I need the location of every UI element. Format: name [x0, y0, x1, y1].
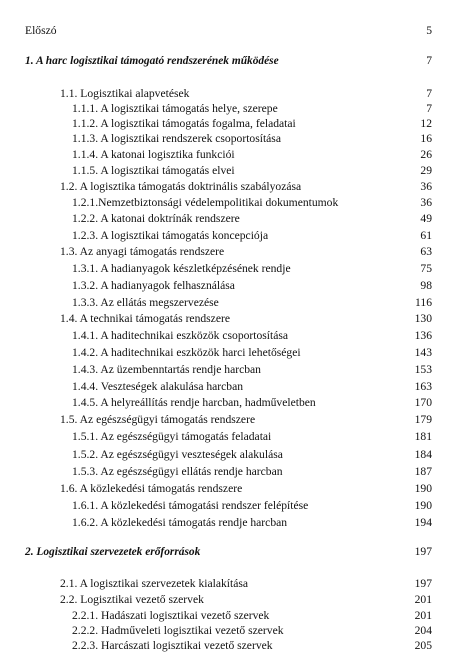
toc-entry-subsection	[0, 380, 471, 394]
toc-entry-title: 1.5.1. Az egészségügyi támogatás feladatai	[72, 430, 272, 443]
toc-entry-title: 1.2. A logisztika támogatás doktrinális szabályozása	[60, 180, 302, 193]
toc-entry-title: 1.4.1. A haditechnikai eszközök csoportosítása	[72, 329, 289, 342]
toc-entry-page: 197	[414, 577, 432, 590]
toc-entry-title: 1.4. A technikai támogatás rendszere	[60, 312, 230, 325]
toc-entry-title: 1.1. Logisztikai alapvetések	[60, 87, 190, 100]
toc-entry-subsection	[0, 430, 471, 444]
toc-entry-subsection	[0, 499, 471, 513]
toc-entry-page: 7	[426, 54, 432, 67]
toc-entry-title: 1.5.2. Az egészségügyi veszteségek alakulása	[72, 448, 283, 461]
toc-entry-page: 190	[414, 499, 432, 512]
toc-entry-title: 1.6.1. A közlekedési támogatási rendszer felépítése	[72, 499, 309, 512]
toc-entry-page: 7	[426, 102, 432, 115]
toc-entry-page: 75	[420, 262, 432, 275]
toc-entry-page: 36	[420, 180, 432, 193]
toc-entry-subsection	[0, 346, 471, 360]
toc-entry-title: 1.2.3. A logisztikai támogatás koncepciója	[72, 229, 269, 242]
toc-entry-front	[0, 24, 471, 38]
toc-entry-title: 2. Logisztikai szervezetek erőforrások	[25, 546, 201, 558]
toc-entry-subsection	[0, 148, 471, 162]
toc-entry-title: 2.2.2. Hadműveleti logisztikai vezető szervek	[72, 624, 284, 637]
toc-entry-title: 1.6. A közlekedési támogatás rendszere	[60, 482, 243, 495]
toc-entry-subsection	[0, 262, 471, 276]
toc-entry-page: 170	[414, 396, 432, 409]
toc-entry-title: 1.5. Az egészségügyi támogatás rendszere	[60, 413, 256, 426]
toc-entry-page: 12	[420, 117, 432, 130]
toc-entry-title: 1.3.3. Az ellátás megszervezése	[72, 296, 219, 309]
toc-entry-page: 153	[414, 363, 432, 376]
toc-entry-title: 1.3.1. A hadianyagok készletképzésének rendje	[72, 262, 291, 275]
toc-entry-page: 194	[414, 516, 432, 529]
toc-entry-page: 5	[426, 24, 432, 37]
toc-entry-subsection	[0, 132, 471, 146]
toc-entry-title: 1.1.3. A logisztikai rendszerek csoportosítása	[72, 132, 281, 145]
toc-entry-section	[0, 413, 471, 427]
toc-entry-subsection	[0, 279, 471, 293]
toc-entry-section	[0, 245, 471, 259]
toc-entry-subsection	[0, 639, 471, 653]
toc-entry-title: Előszó	[25, 24, 57, 37]
toc-entry-page: 26	[420, 148, 432, 161]
toc-entry-page: 136	[414, 329, 432, 342]
toc-entry-page: 201	[414, 593, 432, 606]
toc-entry-title: 1.2.1.Nemzetbiztonsági védelempolitikai dokumentumok	[72, 196, 339, 209]
toc-entry-page: 190	[414, 482, 432, 495]
toc-entry-page: 63	[420, 245, 432, 258]
toc-entry-title: 1.1.1. A logisztikai támogatás helye, szerepe	[72, 102, 278, 115]
toc-entry-page: 36	[420, 196, 432, 209]
toc-entry-title: 1.4.5. A helyreállítás rendje harcban, hadműveletben	[72, 396, 316, 409]
toc-entry-section	[0, 312, 471, 326]
toc-entry-title: 1.5.3. Az egészségügyi ellátás rendje harcban	[72, 465, 283, 478]
toc-entry-subsection	[0, 329, 471, 343]
toc-entry-page: 130	[414, 312, 432, 325]
toc-entry-subsection	[0, 624, 471, 638]
toc-entry-section	[0, 577, 471, 591]
toc-entry-title: 1.6.2. A közlekedési támogatás rendje harcban	[72, 516, 288, 529]
toc-entry-title: 1.3.2. A hadianyagok felhasználása	[72, 279, 235, 292]
toc-entry-section	[0, 87, 471, 101]
toc-entry-subsection	[0, 396, 471, 410]
toc-entry-subsection	[0, 465, 471, 479]
toc-entry-title: 1.4.4. Veszteségek alakulása harcban	[72, 380, 244, 393]
toc-entry-page: 179	[414, 413, 432, 426]
toc-entry-page: 29	[420, 164, 432, 177]
toc-entry-title: 1.1.4. A katonai logisztika funkciói	[72, 148, 235, 161]
toc-entry-chapter	[0, 545, 471, 559]
toc-entry-page: 181	[414, 430, 432, 443]
toc-entry-subsection	[0, 102, 471, 116]
toc-entry-title: 2.2.3. Harcászati logisztikai vezető szervek	[72, 639, 273, 652]
toc-entry-page: 116	[415, 296, 432, 309]
toc-entry-page: 143	[414, 346, 432, 359]
toc-entry-page: 205	[414, 639, 432, 652]
toc-entry-subsection	[0, 164, 471, 178]
toc-entry-page: 187	[414, 465, 432, 478]
toc-entry-title: 1. A harc logisztikai támogató rendszerének működése	[25, 55, 279, 67]
toc-entry-subsection	[0, 196, 471, 210]
toc-entry-subsection	[0, 212, 471, 226]
toc-entry-title: 2.2. Logisztikai vezető szervek	[60, 593, 204, 606]
toc-entry-page: 61	[420, 229, 432, 242]
toc-entry-title: 1.4.3. Az üzembenntartás rendje harcban	[72, 363, 261, 376]
toc-entry-section	[0, 593, 471, 607]
toc-entry-page: 197	[414, 545, 432, 558]
toc-entry-title: 1.1.5. A logisztikai támogatás elvei	[72, 164, 235, 177]
toc-entry-page: 49	[420, 212, 432, 225]
toc-entry-subsection	[0, 363, 471, 377]
toc-entry-page: 98	[420, 279, 432, 292]
toc-entry-page: 204	[414, 624, 432, 637]
toc-entry-chapter	[0, 54, 471, 68]
toc-entry-subsection	[0, 609, 471, 623]
toc-entry-subsection	[0, 229, 471, 243]
toc-entry-subsection	[0, 516, 471, 530]
toc-entry-page: 184	[414, 448, 432, 461]
toc-entry-page: 163	[414, 380, 432, 393]
toc-entry-title: 1.4.2. A haditechnikai eszközök harci lehetőségei	[72, 346, 301, 359]
toc-entry-page: 16	[420, 132, 432, 145]
toc-entry-section	[0, 482, 471, 496]
toc-entry-subsection	[0, 296, 471, 310]
toc-entry-page: 201	[414, 609, 432, 622]
toc-entry-subsection	[0, 117, 471, 131]
toc-entry-title: 2.1. A logisztikai szervezetek kialakítása	[60, 577, 249, 590]
toc-entry-title: 1.2.2. A katonai doktrínák rendszere	[72, 212, 240, 225]
toc-entry-title: 1.1.2. A logisztikai támogatás fogalma, feladatai	[72, 117, 296, 130]
toc-entry-page: 7	[426, 87, 432, 100]
toc-entry-title: 2.2.1. Hadászati logisztikai vezető szervek	[72, 609, 270, 622]
toc-entry-title: 1.3. Az anyagi támogatás rendszere	[60, 245, 225, 258]
toc-entry-subsection	[0, 448, 471, 462]
toc-entry-section	[0, 180, 471, 194]
